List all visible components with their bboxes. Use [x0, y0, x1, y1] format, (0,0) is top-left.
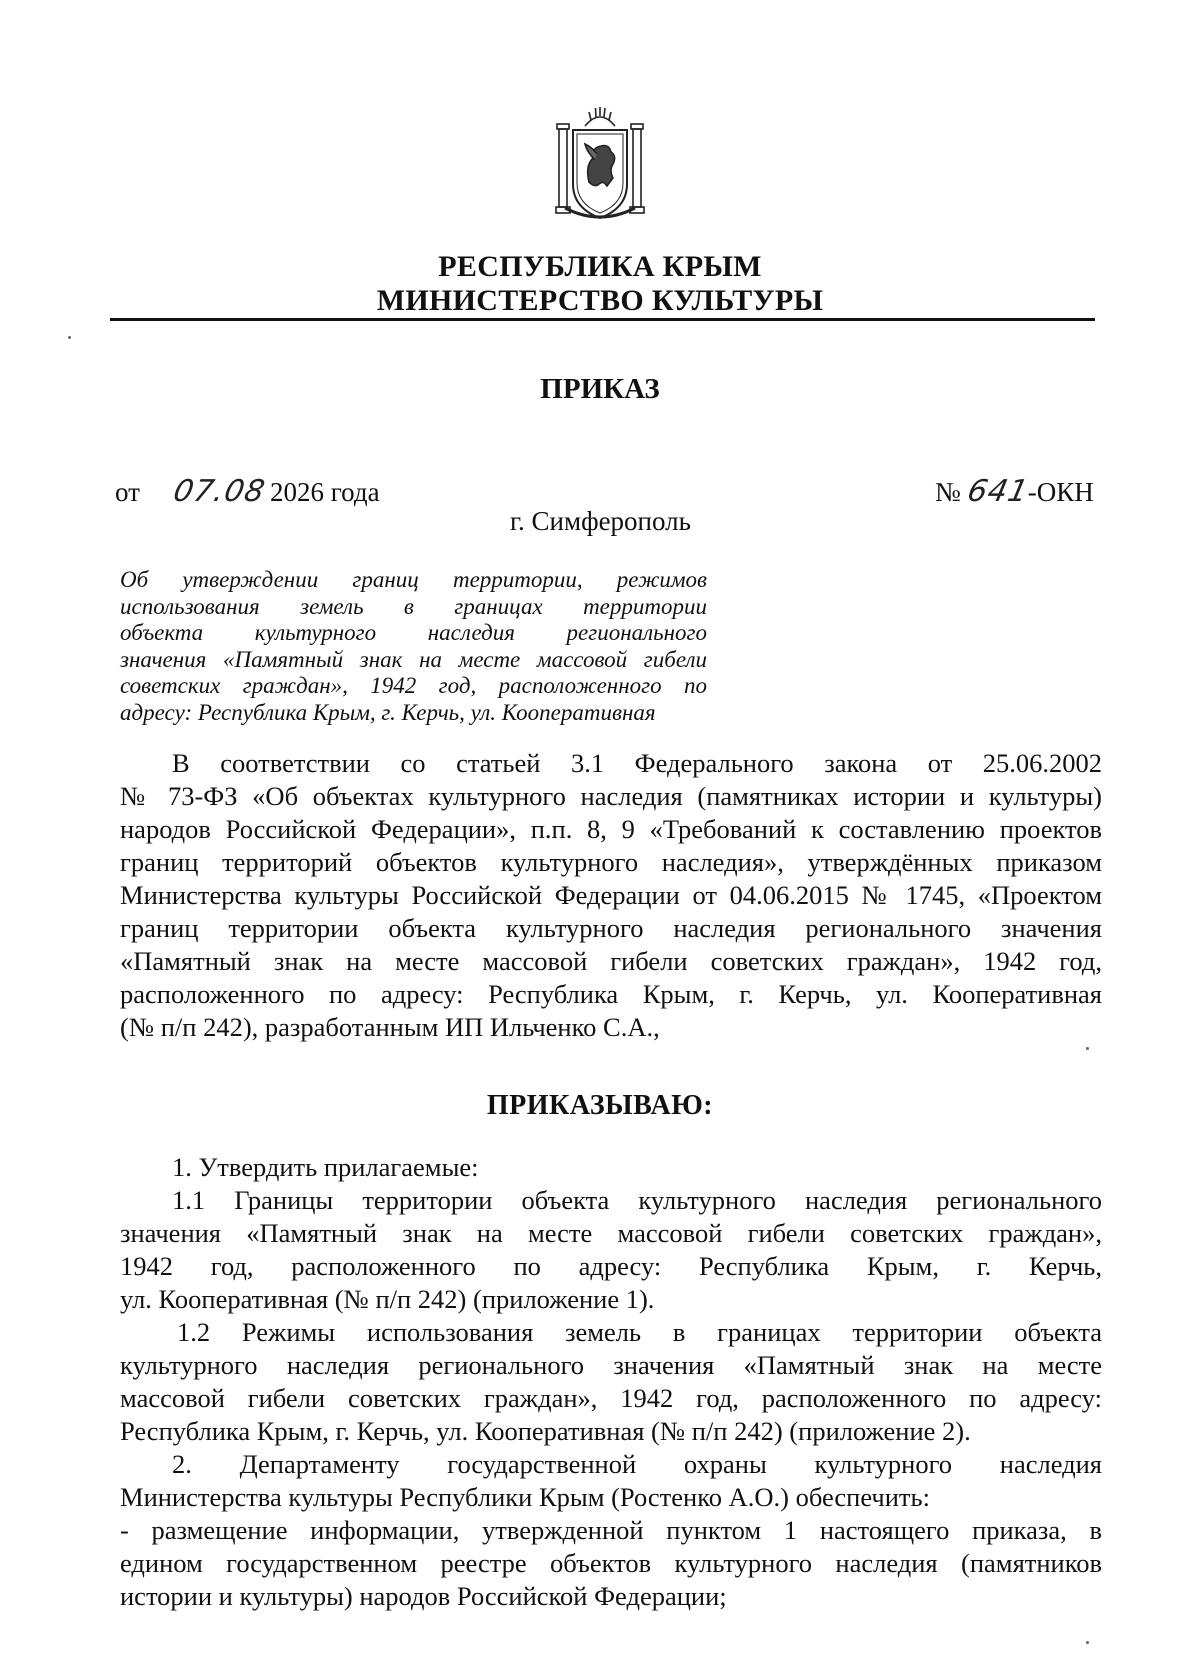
date-year: 2026 года [269, 477, 380, 507]
order-number [935, 474, 1094, 509]
item-1-2-line: Республика Крым, г. Керчь, ул. Кооперативная (№ п/п 242) (приложение 2). [120, 1416, 971, 1446]
item-1-2-line: 1.2 Режимы использования земель в границах территории объекта [177, 1317, 1102, 1347]
item-1-1-line: 1942 год, расположенного по адресу: Республика Крым, г. Керчь, [120, 1251, 1102, 1281]
number-sign: № [935, 477, 961, 507]
item-1-2-line: массовой гибели советских граждан», 1942 год, расположенного по адресу: [120, 1383, 1102, 1413]
document-type-title: ПРИКАЗ [540, 373, 660, 405]
subject-line: советских граждан», 1942 год, расположенного по [120, 673, 707, 698]
coat-of-arms-emblem [551, 104, 649, 226]
header-divider [110, 318, 1095, 321]
preamble-paragraph [120, 747, 1102, 1044]
scan-speck [1086, 1641, 1089, 1644]
date-prefix: от [115, 477, 140, 507]
preamble-line: (№ п/п 242), разработанным ИП Ильченко С.А., [120, 1012, 660, 1042]
ministry-name: МИНИСТЕРСТВО КУЛЬТУРЫ [376, 284, 824, 317]
preamble-line: границ территории объекта культурного наследия регионального значения [120, 913, 1102, 943]
handwritten-number: 641 [963, 474, 1032, 509]
item-1-1-line: 1.1 Границы территории объекта культурного наследия регионального [172, 1185, 1102, 1215]
subject-line: адресу: Республика Крым, г. Керчь, ул. Кооперативная [120, 699, 656, 725]
item-2-bullet-line: истории и культуры) народов Российской Федерации; [120, 1581, 727, 1611]
item-2-line: Министерства культуры Республики Крым (Ростенко А.О.) обеспечить: [120, 1482, 930, 1512]
number-suffix: -ОКН [1027, 477, 1094, 507]
preamble-line: Министерства культуры Российской Федерации от 04.06.2015 № 1745, «Проектом [120, 880, 1102, 910]
item-2-line: 2. Департаменту государственной охраны культурного наследия [172, 1449, 1102, 1479]
item-1-1-line: значения «Памятный знак на месте массовой гибели советских граждан», [120, 1218, 1102, 1248]
issue-city: г. Симферополь [510, 506, 691, 536]
order-items [120, 1151, 1102, 1613]
subject-line: объекта культурного наследия регионального [120, 620, 707, 645]
scan-speck [68, 336, 71, 339]
subject-line: использования земель в границах территории [120, 593, 707, 619]
preamble-line: В соответствии со статьей 3.1 Федерального закона от 25.06.2002 [172, 748, 1102, 778]
preamble-line: границ территорий объектов культурного наследия», утверждённых приказом [120, 847, 1102, 877]
preamble-line: № 73-ФЗ «Об объектах культурного наследия (памятниках истории и культуры) [120, 781, 1102, 811]
item-2-bullet-line: - размещение информации, утвержденной пунктом 1 настоящего приказа, в [120, 1515, 1102, 1545]
item-1-1-line: ул. Кооперативная (№ п/п 242) (приложение 1). [120, 1284, 655, 1314]
preamble-line: расположенного по адресу: Республика Крым, г. Керчь, ул. Кооперативная [120, 979, 1102, 1009]
subject-line: значения «Памятный знак на месте массовой гибели [120, 646, 707, 672]
item-1: 1. Утвердить прилагаемые: [172, 1152, 479, 1182]
order-date [115, 474, 380, 509]
preamble-line: «Памятный знак на месте массовой гибели советских граждан», 1942 год, [120, 946, 1102, 976]
preamble-line: народов Российской Федерации», п.п. 8, 9 «Требований к составлению проектов [120, 814, 1102, 844]
scan-speck [1086, 1047, 1089, 1050]
item-2-bullet-line: едином государственном реестре объектов культурного наследия (памятников [120, 1548, 1102, 1578]
order-subject [120, 567, 707, 726]
orders-heading: ПРИКАЗЫВАЮ: [486, 1090, 714, 1121]
handwritten-date: 07.08 [170, 474, 269, 509]
item-1-2-line: культурного наследия регионального значения «Памятный знак на месте [120, 1350, 1102, 1380]
republic-name: РЕСПУБЛИКА КРЫМ [438, 250, 762, 283]
subject-line: Об утверждении границ территории, режимов [120, 567, 707, 592]
